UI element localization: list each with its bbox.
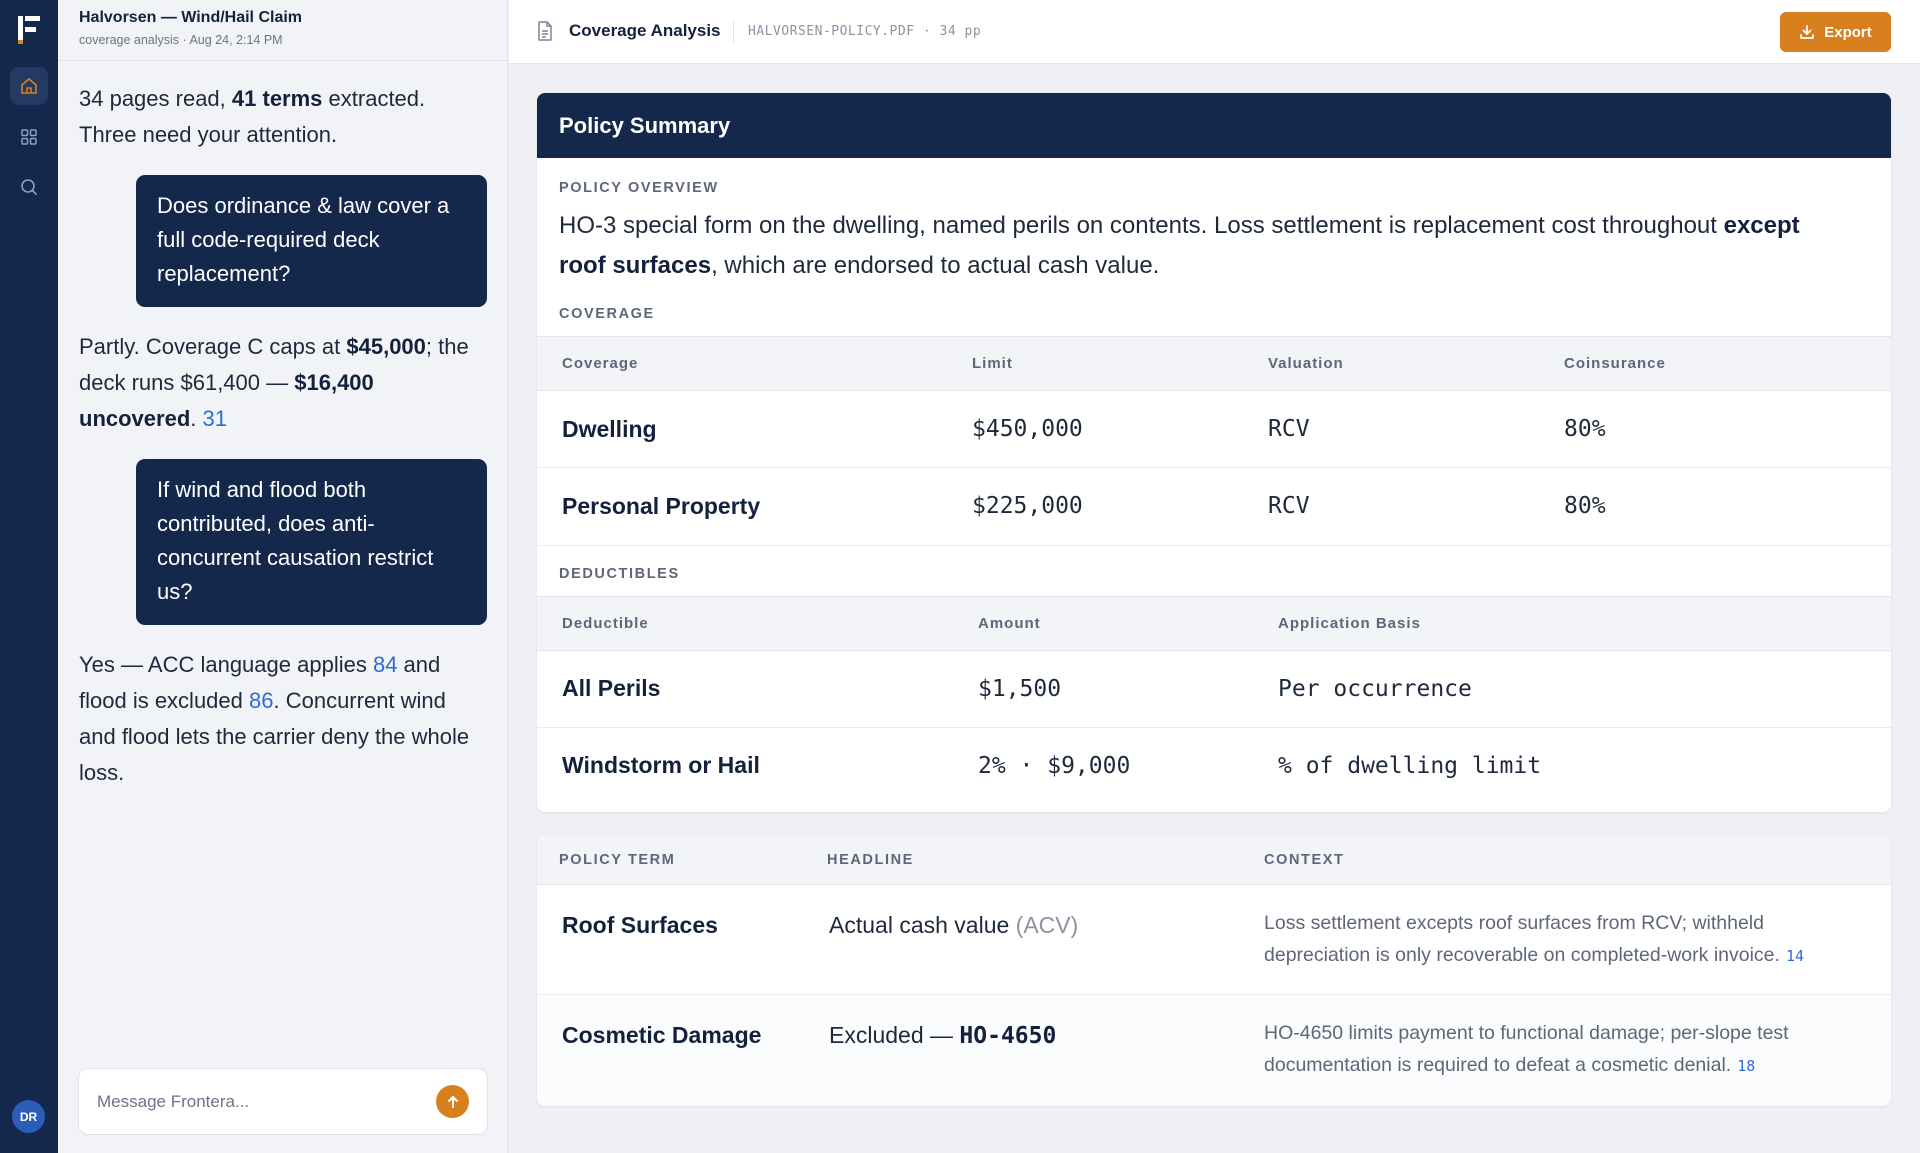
citation-link[interactable]: 31 [202,406,227,431]
term-context: HO-4650 limits payment to functional damage; per-slope test documentation is required to defeat a cosmetic denial. 18 [1264,1022,1789,1076]
term-headline: Excluded — HO-4650 [829,1022,1057,1049]
coverage-name: Dwelling [537,391,972,468]
deductibles-table [537,596,1891,805]
coverage-name: Personal Property [562,492,761,519]
policy-summary-card [537,93,1891,812]
frontera-logo[interactable] [18,16,40,44]
search-icon [19,177,39,197]
page-title: Coverage Analysis [569,21,721,40]
coverage-coinsurance: 80% [1564,493,1606,520]
table-header-row [537,596,1891,650]
deductible-basis: Per occurrence [1278,650,1891,727]
document-icon [537,21,553,41]
divider [733,21,734,43]
column-header: Deductible [537,596,978,650]
download-icon [1799,24,1815,40]
chat-messages [58,61,507,791]
table-row [537,468,1891,545]
citation-link[interactable]: 84 [372,652,398,677]
left-rail [0,0,58,1153]
user-message: Does ordinance & law cover a full code-required deck replacement? [136,175,487,307]
home-icon [19,76,39,96]
assistant-message: 34 pages read, 41 terms extracted. Three need your attention. [79,86,426,147]
grid-icon [19,127,39,147]
message-input[interactable] [97,1092,436,1112]
column-header: POLICY TERM [559,852,676,868]
citation-link[interactable]: 14 [1785,947,1804,965]
user-message: If wind and flood both contributed, does anti-concurrent causation restrict us? [136,459,487,625]
chat-header [58,0,507,61]
nav-grid-button[interactable] [10,118,48,156]
column-header: Coinsurance [1564,337,1891,391]
nav-search-button[interactable] [10,168,48,206]
assistant-message: Yes — ACC language applies 84 and flood is excluded 86. Concurrent wind and flood lets the carrier deny the whole loss. [79,652,470,785]
deductible-amount: $1,500 [978,650,1278,727]
assistant-message: Partly. Coverage C caps at $45,000; the deck runs $61,400 — $16,400 uncovered. 31 [79,334,469,431]
coverage-valuation: RCV [1268,391,1564,468]
citation-link[interactable]: 86 [249,688,274,713]
export-button[interactable] [1780,12,1891,52]
coverage-valuation: RCV [1268,493,1310,520]
table-row[interactable] [537,885,1891,995]
coverage-limit: $225,000 [972,493,1083,520]
chat-title: Halvorsen — Wind/Hail Claim [79,9,303,26]
deductible-name: Windstorm or Hail [562,752,760,779]
file-info: HALVORSEN-POLICY.PDF · 34 pp [748,24,982,39]
column-header: Coverage [537,337,972,391]
column-header: Valuation [1268,337,1564,391]
column-header: HEADLINE [827,852,914,868]
deductible-basis: % of dwelling limit [1278,752,1542,779]
table-row [537,727,1891,804]
deductible-amount: 2% · $9,000 [978,752,1131,779]
nav-home-button[interactable] [10,67,48,105]
column-header: Limit [972,337,1268,391]
section-label-deductibles: DEDUCTIBLES [537,545,1891,596]
policy-overview-text: HO-3 special form on the dwelling, named perils on contents. Loss settlement is replacement cost throughout except roof surfaces, which are endorsed to actual cash value. [559,212,1800,279]
export-label: Export [1824,23,1872,41]
arrow-up-icon [446,1095,460,1109]
term-context: Loss settlement excepts roof surfaces from RCV; withheld depreciation is only recoverable on completed-work invoice. 14 [1264,912,1804,966]
term-name: Cosmetic Damage [562,1022,762,1048]
term-headline: Actual cash value (ACV) [829,912,1079,938]
table-header-row [537,337,1891,391]
deductible-name: All Perils [537,650,978,727]
section-label-overview: POLICY OVERVIEW [559,180,719,196]
chat-subtitle: coverage analysis · Aug 24, 2:14 PM [79,33,283,47]
column-header: Amount [978,596,1278,650]
table-row[interactable] [537,995,1891,1106]
message-composer [78,1068,488,1135]
coverage-table [537,336,1891,545]
column-header: CONTEXT [1264,852,1345,868]
column-header: Application Basis [1278,596,1891,650]
coverage-coinsurance: 80% [1564,391,1891,468]
table-row [537,391,1891,468]
section-label-coverage: COVERAGE [559,306,655,322]
term-name: Roof Surfaces [562,912,718,938]
coverage-limit: $450,000 [972,391,1268,468]
send-button[interactable] [436,1085,469,1118]
policy-summary-header: Policy Summary [537,93,1891,158]
chat-panel [58,0,508,1153]
policy-terms-card [537,835,1891,1106]
table-row [537,650,1891,727]
citation-link[interactable]: 18 [1737,1057,1756,1075]
top-bar [509,0,1920,64]
terms-header-row [537,835,1891,885]
user-avatar[interactable]: DR [12,1100,45,1133]
